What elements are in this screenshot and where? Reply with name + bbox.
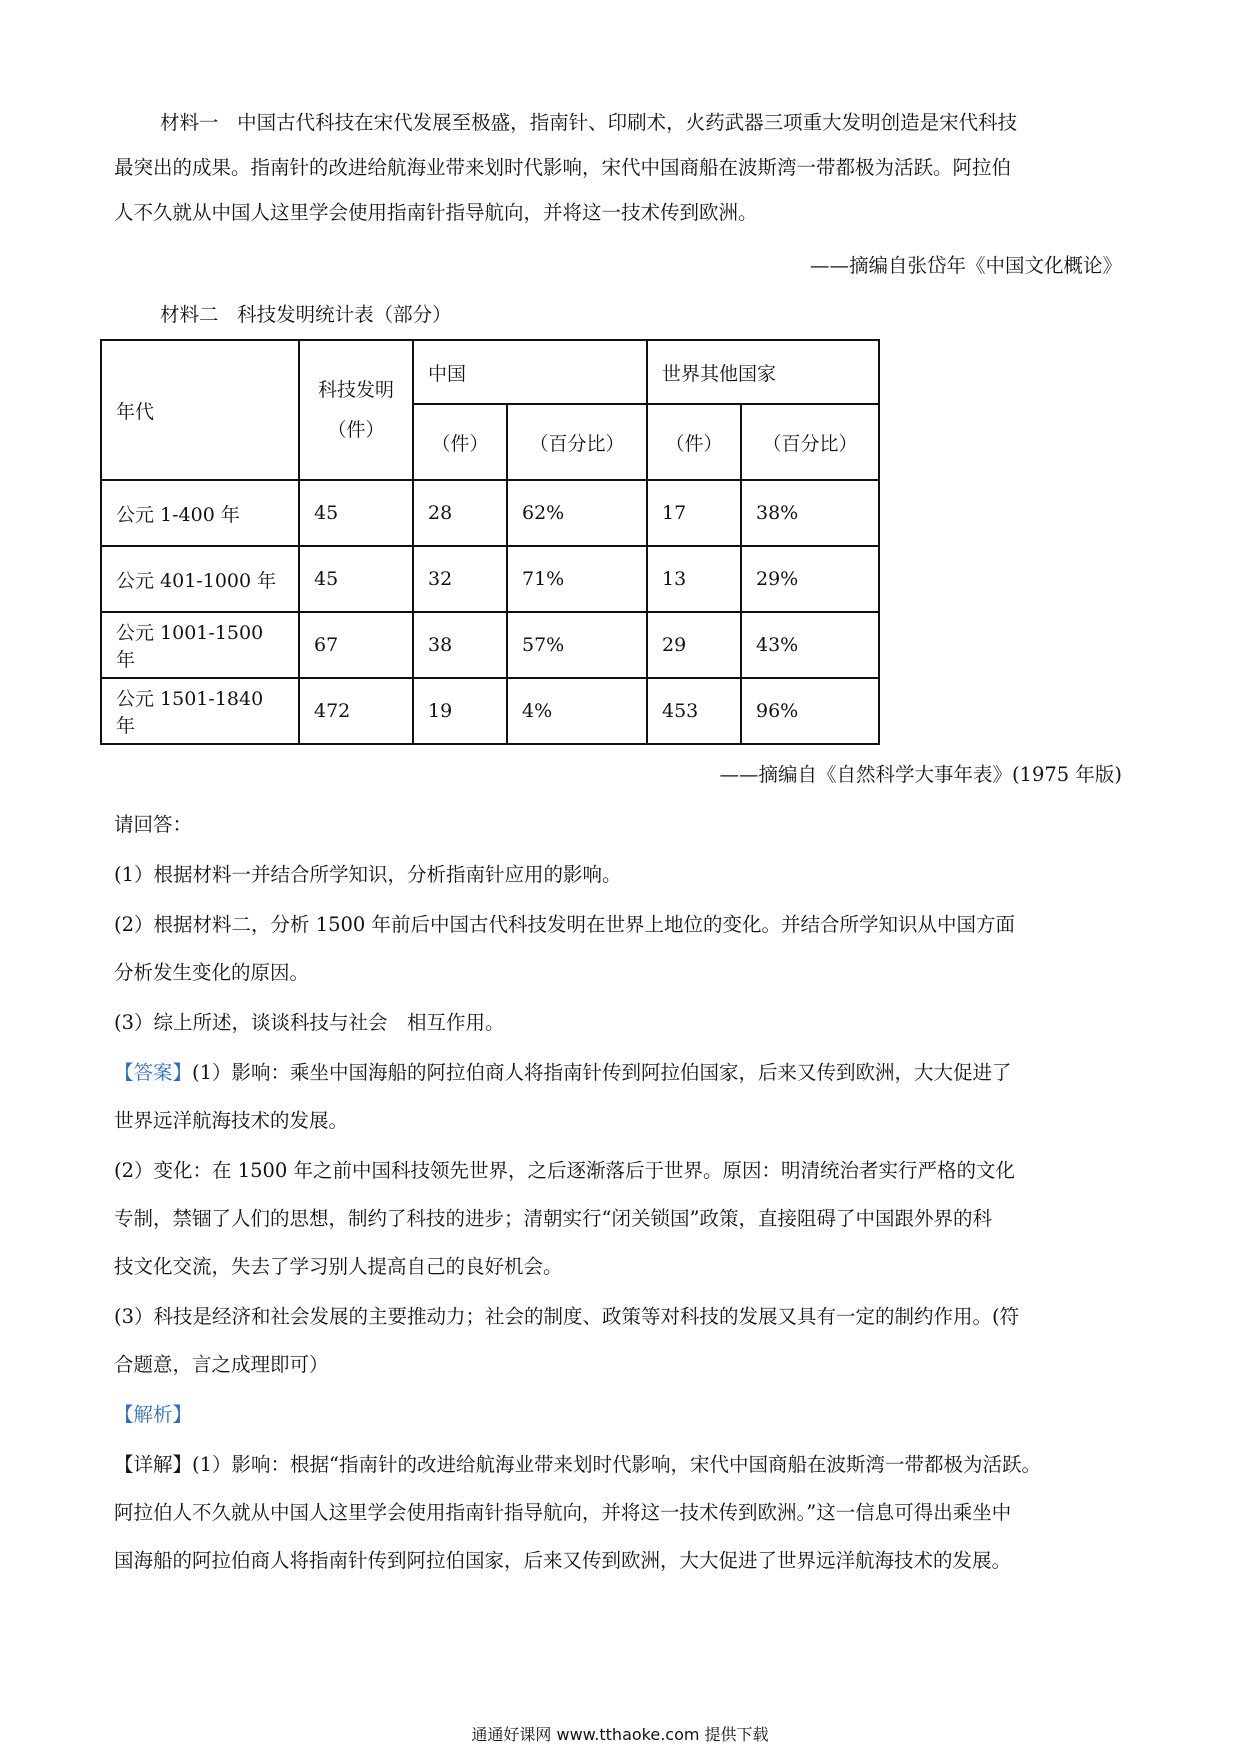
answer-1-line2: 世界远洋航海技术的发展。 <box>114 1109 349 1132</box>
header-w-count: （件） <box>647 404 741 480</box>
material1-line2: 最突出的成果。指南针的改进给航海业带来划时代影响，宋代中国商船在波斯湾一带都极为活跃。阿拉伯 <box>114 156 1012 179</box>
question-2-line1: (2）根据材料二，分析 1500 年前后中国古代科技发明在世界上地位的变化。并结合所学知识从中国方面 <box>114 913 1016 936</box>
answer-line1: 【答案】(1）影响：乘坐中国海船的阿拉伯商人将指南针传到阿拉伯国家，后来又传到欧洲，大大促进了 <box>114 1061 1012 1084</box>
header-china: 中国 <box>413 340 647 404</box>
question-1: (1）根据材料一并结合所学知识，分析指南针应用的影响。 <box>114 863 622 886</box>
page-footer: 通通好课网 www.tthaoke.com 提供下载 <box>471 1725 769 1744</box>
answer-tag: 【答案】 <box>114 1061 193 1084</box>
questions-prompt: 请回答： <box>114 813 193 836</box>
material1-line3: 人不久就从中国人这里学会使用指南针指导航向，并将这一技术传到欧洲。 <box>114 201 758 224</box>
header-cn-count: （件） <box>413 404 507 480</box>
header-era: 年代 <box>101 340 299 480</box>
table-row: 公元 401-1000 年 45 32 71% 13 29% <box>101 546 879 612</box>
detail-tag: 【详解】 <box>114 1453 193 1476</box>
table-row: 公元 1501-1840 年 472 19 4% 453 96% <box>101 678 879 744</box>
detail-line1: 【详解】(1）影响：根据“指南针的改进给航海业带来划时代影响，宋代中国商船在波斯湾一带都极为活跃。 <box>114 1453 1041 1476</box>
answer-2-line1: (2）变化：在 1500 年之前中国科技领先世界，之后逐渐落后于世界。原因：明清统治者实行严格的文化 <box>114 1159 1016 1182</box>
header-cn-percent: （百分比） <box>507 404 647 480</box>
detail-line2: 阿拉伯人不久就从中国人这里学会使用指南针指导航向，并将这一技术传到欧洲。”这一信息可得出乘坐中 <box>114 1501 1012 1524</box>
table-row: 公元 1-400 年 45 28 62% 17 38% <box>101 480 879 546</box>
question-2-line2: 分析发生变化的原因。 <box>114 961 310 984</box>
header-w-percent: （百分比） <box>741 404 879 480</box>
answer-2-line2: 专制，禁锢了人们的思想，制约了科技的进步；清朝实行“闭关锁国”政策，直接阻碍了中国跟外界的科 <box>114 1207 992 1230</box>
invention-stats-table <box>100 339 880 745</box>
analysis-tag: 【解析】 <box>114 1403 193 1426</box>
material1-source: ——摘编自张岱年《中国文化概论》 <box>809 254 1122 277</box>
material1-label: 材料一 <box>160 111 219 134</box>
answer-3-line1: (3）科技是经济和社会发展的主要推动力；社会的制度、政策等对科技的发展又具有一定的制约作用。(符 <box>114 1305 1020 1328</box>
answer-2-line3: 技文化交流，失去了学习别人提高自己的良好机会。 <box>114 1255 563 1278</box>
material2-title: 科技发明统计表（部分） <box>237 303 452 326</box>
material1-line1: 材料一 中国古代科技在宋代发展至极盛，指南针、印刷术，火药武器三项重大发明创造是宋代科技 <box>160 111 1018 134</box>
header-inventions: 科技发明 （件） <box>299 340 413 480</box>
material2-label: 材料二 <box>160 303 219 326</box>
answer-3-line2: 合题意，言之成理即可） <box>114 1353 329 1376</box>
material2-source: ——摘编自《自然科学大事年表》(1975 年版) <box>719 763 1122 786</box>
table-row: 公元 1001-1500 年 67 38 57% 29 43% <box>101 612 879 678</box>
header-world: 世界其他国家 <box>647 340 879 404</box>
question-3: (3）综上所述，谈谈科技与社会 相互作用。 <box>114 1011 505 1034</box>
detail-line3: 国海船的阿拉伯商人将指南针传到阿拉伯国家，后来又传到欧洲，大大促进了世界远洋航海技术的发展。 <box>114 1549 1012 1572</box>
material2-heading <box>160 302 452 328</box>
